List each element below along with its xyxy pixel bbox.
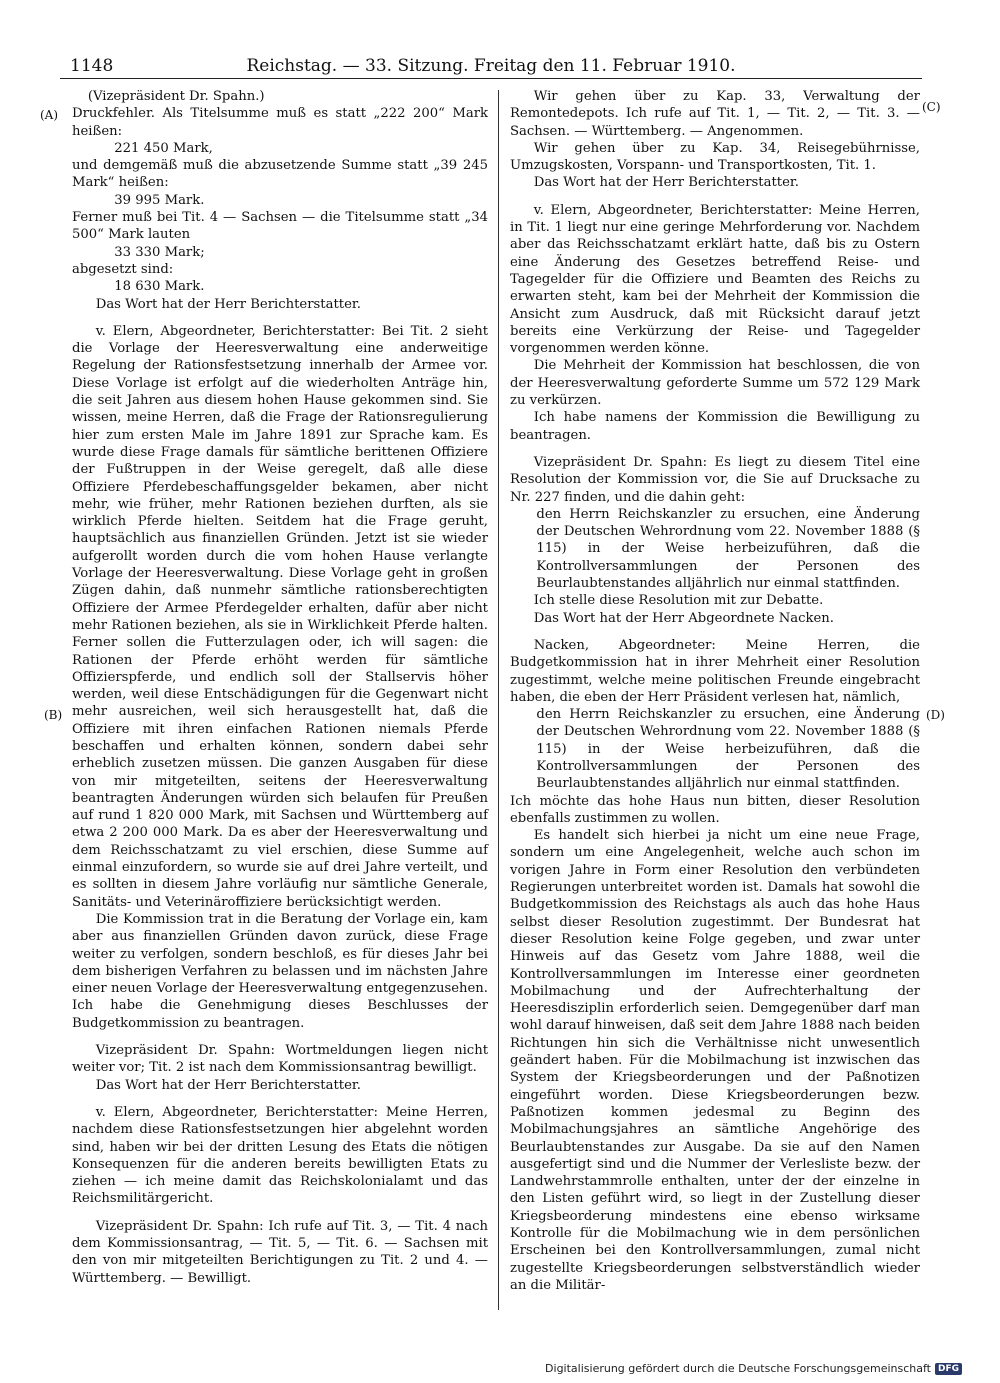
digitization-footer <box>545 1362 962 1375</box>
amount-line: 221 450 Mark, <box>114 140 213 156</box>
speech-paragraph: v. Elern, Abgeordneter, Berichterstatter: Meine Herren, in Tit. 1 liegt nur eine geringe Mehrforderung vor. Nachdem aber das Reichsschatzamt erklärt hatte, daß bis zu Ostern eine Änderung des Gesetzes betreffend Reise- und Tagegelder für die Offiziere und Beamten des Reichs zu erwarten steht, kam bei der Mehrheit der Kommission die Ansicht zum Ausdruck, daß mit Rücksicht darauf jetzt bereits eine Verkürzung der Reise- und Tagegelder vorgenommen werden könne. <box>510 202 920 357</box>
speech-paragraph: Nacken, Abgeordneter: Meine Herren, die Budgetkommission hat in ihrer Mehrheit einer Resolution zugestimmt, welche meine politischen Freunde eingebracht haben, die eben der Herr Präsident verlesen hat, nämlich, <box>510 637 920 705</box>
running-title: Reichstag. — 33. Sitzung. Freitag den 11. Februar 1910. <box>246 56 736 76</box>
speech-paragraph: v. Elern, Abgeordneter, Berichterstatter: Meine Herren, nachdem diese Rationsfestsetzungen hier abgelehnt worden sind, haben wir bei der dritten Lesung des Etats die nötigen Konsequenzen für die anderen bereits bewilligten Etats zu ziehen — ich meine damit das Reichskolonialamt und das Reichsmilitärgericht. <box>72 1104 488 1207</box>
column-divider <box>498 90 499 1310</box>
paragraph: Ich möchte das hohe Haus nun bitten, dieser Resolution ebenfalls zustimmen zu wollen. <box>510 793 920 826</box>
erratum-paragraph: Ferner muß bei Tit. 4 — Sachsen — die Titelsumme statt „34 500“ Mark lauten <box>72 210 488 243</box>
erratum-paragraph: Druckfehler. Als Titelsumme muß es statt „222 200“ Mark heißen: <box>72 106 488 139</box>
paragraph: Das Wort hat der Herr Berichterstatter. <box>533 175 799 191</box>
paragraph: Ich stelle diese Resolution mit zur Debatte. <box>533 593 824 609</box>
margin-mark-b: (B) <box>44 708 63 722</box>
paragraph: Ich habe namens der Kommission die Bewilligung zu beantragen. <box>510 410 920 443</box>
margin-mark-a: (A) <box>40 108 59 122</box>
amount-line: 33 330 Mark; <box>114 244 205 260</box>
dfg-logo-icon: DFG <box>935 1363 962 1375</box>
resolution-quote: den Herrn Reichskanzler zu ersuchen, eine Änderung der Deutschen Wehrordnung vom 22. November 1888 (§ 115) in der Weise herbeizuführen, daß die Kontrollversammlungen der Personen des Beurlaubtenstandes alljährlich nur einmal stattfinden. <box>536 707 920 792</box>
paragraph: Das Wort hat der Herr Berichterstatter. <box>95 296 361 312</box>
paragraph: Wir gehen über zu Kap. 34, Reisegebührnisse, Umzugskosten, Vorspann- und Transportkosten, Tit. 1. <box>510 140 920 174</box>
paragraph: Das Wort hat der Herr Abgeordnete Nacken. <box>533 610 834 626</box>
paragraph: Die Kommission trat in die Beratung der Vorlage ein, kam aber aus finanziellen Gründen davon zurück, diese Frage weiter zu verfolgen, sondern beschloß, es für dieses Jahr bei dem bisherigen Verfahren zu belassen und im nächsten Jahre einer neuen Vorlage der Heeresverwaltung entgegenzusehen. Ich habe die Genehmigung dieses Beschlusses der Budgetkommission zu beantragen. <box>72 911 488 1031</box>
amount-line: 18 630 Mark. <box>114 279 205 295</box>
paragraph: Es handelt sich hierbei ja nicht um eine neue Frage, sondern um eine Angelegenheit, welche auch schon im vorigen Jahre in Form einer Resolution den verbündeten Regierungen unterbreitet worden ist. Damals hat sowohl die Budgetkommission des Reichstags als auch das hohe Haus selbst dieser Resolution zugestimmt. Der Bundesrat hat dieser Resolution keine Folge gegeben, und zwar unter Hinweis auf das Gesetz vom Jahre 1888, weil die Kontrollversammlungen im Interesse einer geordneten Mobilmachung und der Aufrechterhaltung der Heeresdisziplin erforderlich seien. Demgegenüber darf man wohl darauf hinweisen, daß seit dem Jahre 1888 nach beiden Richtungen hin sich die Verhältnisse nicht unwesentlich geändert haben. Für die Mobilmachung ist inzwischen das System der Kriegsbeorderungen und der Paßnotizen eingeführt worden. Diese Kriegsbeorderungen bezw. Paßnotizen kommen jedesmal zu Beginn des Mobilmachungsjahres an sämtliche Angehörige des Beurlaubtenstandes zur Ausgabe. Da sie auf den Namen ausgefertigt sind und die Nummer der Verlesliste bezw. der Landwehrstammrolle enthalten, unter der der einzelne in den Listen geführt wird, so liegt in der Zustellung dieser Kriegsbeorderung mindestens eine ebenso wirksame Kontrolle für die Mobilmachung wie in dem persönlichen Erscheinen bei den Kontrollversammlungen, zumal nicht zugestellte Kriegsbeorderungen selbstverständlich wieder an die Militär- <box>510 828 920 1293</box>
speech-paragraph: v. Elern, Abgeordneter, Berichterstatter: Bei Tit. 2 sieht die Vorlage der Heeresverwaltung eine anderweitige Regelung der Rationsfestsetzung innerhalb der Armee vor. Diese Vorlage ist erfolgt auf die wiederholten Anträge hin, die seit Jahren aus diesem hohen Hause gekommen sind. Sie wissen, meine Herren, daß die Frage der Rationsregulierung hier zum ersten Male im Jahre 1891 zur Sprache kam. Es wurde diese Frage damals für sämtliche berittenen Offiziere der Fußtruppen in der Weise geregelt, daß alle diese Offiziere Pferdebeschaffungsgelder bekamen, aber nicht mehr, wie früher, mehr Rationen beziehen durften, als sie wirklich Pferde hielten. Seitdem hat die Frage geruht, hauptsächlich aus finanziellen Gründen. Jetzt ist sie wieder aufgerollt worden durch die vom hohen Hause verlangte Vorlage der Heeresverwaltung. Diese Vorlage geht in großen Zügen dahin, daß nunmehr sämtliche rationsberechtigten Offiziere der Armee Pferdegelder erhalten, dafür aber nicht mehr Rationen beziehen, als sie in Wirklichkeit Pferde halten. Ferner sollen die Futterzulagen oder, ich will sagen: die Rationen der Pferde erhöht werden für sämtliche Offizierspferde, und endlich soll der Stallservis höher werden, weil diese Entschädigungen für die Gegenwart nicht mehr ausreichen, weil sich herausgestellt hat, daß die Offiziere mit ihren einfachen Rationen niemals Pferde beschaffen und erhalten können, sondern dabei sehr erheblich zusetzen müssen. Die ganzen Ausgaben für diese von mir mitgeteilten, seitens der Heeresverwaltung beantragten Änderungen würden sich belaufen für Preußen auf rund 1 820 000 Mark, mit Sachsen und Württemberg auf etwa 2 200 000 Mark. Da es aber der Heeresverwaltung und dem Reichsschatzamt zu viel erschien, diese Summe auf einmal einzufordern, so wurde sie auf drei Jahre verteilt, und es sollten in diesem Jahre vorläufig nur sämtliche Generale, Sanitäts- und Veterinäroffiziere berücksichtigt werden. <box>72 323 488 910</box>
paragraph: Die Mehrheit der Kommission hat beschlossen, die von der Heeresverwaltung geforderte Summe um 572 129 Mark zu verkürzen. <box>510 358 920 409</box>
page-number: 1148 <box>70 56 114 76</box>
speech-paragraph: Vizepräsident Dr. Spahn: Es liegt zu diesem Titel eine Resolution der Kommission vor, die Sie auf Drucksache zu Nr. 227 finden, und die dahin geht: <box>510 454 920 505</box>
amount-line: 39 995 Mark. <box>114 192 205 208</box>
margin-mark-d: (D) <box>926 708 945 722</box>
speaker-continuation: (Vizepräsident Dr. Spahn.) <box>87 89 265 104</box>
erratum-paragraph: abgesetzt sind: <box>72 261 174 277</box>
speech-paragraph: Vizepräsident Dr. Spahn: Ich rufe auf Tit. 3, — Tit. 4 nach dem Kommissionsantrag, — Tit. 5, — Tit. 6. — Sachsen mit den von mir mitgeteilten Berichtigungen zu Tit. 2 und 4. — Württemberg. — Bewilligt. <box>72 1218 488 1286</box>
paragraph: Das Wort hat der Herr Berichterstatter. <box>95 1077 361 1093</box>
left-column <box>72 88 488 1287</box>
speech-paragraph: Vizepräsident Dr. Spahn: Wortmeldungen liegen nicht weiter vor; Tit. 2 ist nach dem Kommissionsantrag bewilligt. <box>72 1043 488 1076</box>
right-column <box>510 88 920 1294</box>
resolution-quote: den Herrn Reichskanzler zu ersuchen, eine Änderung der Deutschen Wehrordnung vom 22. November 1888 (§ 115) in der Weise herbeizuführen, daß die Kontrollversammlungen der Personen des Beurlaubtenstandes alljährlich nur einmal stattfinden. <box>536 506 920 592</box>
page-header <box>60 52 922 79</box>
footer-text: Digitalisierung gefördert durch die Deutsche Forschungsgemeinschaft <box>545 1362 931 1375</box>
margin-mark-c: (C) <box>922 100 941 114</box>
paragraph: Wir gehen über zu Kap. 33, Verwaltung der Remontedepots. Ich rufe auf Tit. 1, — Tit. 2, — Tit. 3. — Sachsen. — Württemberg. — Angenommen. <box>510 89 920 139</box>
erratum-paragraph: und demgemäß muß die abzusetzende Summe statt „39 245 Mark“ heißen: <box>72 158 488 191</box>
